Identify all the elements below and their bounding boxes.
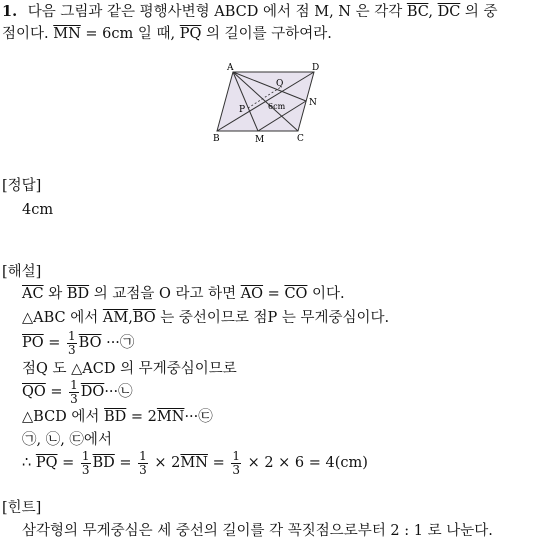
therefore-symbol: ∴ <box>22 455 32 471</box>
denominator: 3 <box>81 462 90 477</box>
text: × 2 <box>154 455 181 471</box>
problem-text: 다음 그림과 같은 평행사변형 ABCD 에서 점 M, N 은 각각 <box>27 4 403 20</box>
numerator: 1 <box>232 448 240 463</box>
text: ㉠, ㉡, ㉢에서 <box>22 432 112 448</box>
segment-mn: $\overline{MN}$ <box>156 409 185 425</box>
text: 이다. <box>312 286 345 302</box>
segment-bd: $\overline{BD}$ <box>92 455 115 471</box>
comma: , <box>428 4 433 20</box>
hint-text: 삼각형의 무게중심은 세 중선의 길이를 각 꼭짓점으로부터 2 : 1 로 나눈다. <box>22 523 493 539</box>
label-p: P <box>239 105 246 115</box>
fraction <box>138 450 148 477</box>
answer-value: 4cm <box>22 202 54 218</box>
fraction <box>231 450 241 477</box>
equals: = <box>62 455 75 471</box>
problem-text: 의 중 <box>464 4 498 20</box>
denominator: 3 <box>70 391 78 406</box>
marker-2: ···㉡ <box>104 384 133 400</box>
segment-mn: $\overline{MN}$ <box>180 455 208 471</box>
segment-pq: $\overline{PQ}$ <box>35 455 58 471</box>
segment-co: $\overline{CO}$ <box>284 286 308 302</box>
text: 의 교점을 O 라고 하면 <box>93 286 237 302</box>
solution-line-3 <box>22 328 134 358</box>
solution-line-4 <box>22 360 237 378</box>
label-q: Q <box>276 79 284 89</box>
solution-line-2 <box>22 309 389 327</box>
denominator: 3 <box>232 462 240 477</box>
problem-text: 일 때, <box>137 26 176 42</box>
fraction <box>81 450 91 477</box>
segment-bo: $\overline{BO}$ <box>78 335 102 351</box>
solution-line-8 <box>22 448 368 478</box>
segment-mn: $\overline{MN}$ <box>53 26 81 42</box>
numerator: 1 <box>68 328 76 343</box>
solution-line-7 <box>22 431 112 449</box>
equals: = <box>119 455 132 471</box>
segment-bo: $\overline{BO}$ <box>132 310 156 326</box>
numerator: 1 <box>81 448 90 463</box>
segment-do: $\overline{DO}$ <box>80 384 105 400</box>
numerator: 1 <box>139 448 147 463</box>
segment-bd: $\overline{BD}$ <box>104 409 127 425</box>
comma: , <box>128 310 133 326</box>
equals: = <box>50 384 63 400</box>
text: △BCD 에서 <box>22 409 100 425</box>
text: 는 중선이므로 점P 는 무게중심이다. <box>160 310 390 326</box>
equals: = <box>267 286 280 302</box>
segment-dc: $\overline{DC}$ <box>437 4 461 20</box>
segment-qo: $\overline{QO}$ <box>22 384 46 400</box>
segment-am: $\overline{AM}$ <box>102 310 129 326</box>
label-n: N <box>309 98 317 108</box>
problem-text: 의 길이를 구하여라. <box>205 26 332 42</box>
label-6cm: 6cm <box>268 102 286 111</box>
fraction <box>67 330 77 357</box>
label-m: M <box>255 135 265 145</box>
answer-header: [정답] <box>2 178 42 194</box>
text: △ABC 에서 <box>22 310 99 326</box>
hint-header: [힌트] <box>2 500 42 516</box>
solution-line-6 <box>22 408 213 426</box>
label-b: B <box>213 134 220 144</box>
equals: = <box>212 455 225 471</box>
segment-bd: $\overline{BD}$ <box>66 286 90 302</box>
equals: = <box>48 335 61 351</box>
problem-text: 점이다. <box>2 26 49 42</box>
marker-3: ···㉢ <box>184 409 213 425</box>
text: 점Q 도 △ACD 의 무게중심이므로 <box>22 361 237 377</box>
label-d: D <box>312 63 320 73</box>
solution-line-5 <box>22 377 133 407</box>
mn-value: = 6cm <box>85 26 134 42</box>
marker-1: ···㉠ <box>106 335 135 351</box>
problem-number: 1. <box>2 3 18 20</box>
numerator: 1 <box>70 377 78 392</box>
denominator: 3 <box>68 342 76 357</box>
segment-bc: $\overline{BC}$ <box>406 4 429 20</box>
segment-ao: $\overline{AO}$ <box>240 286 264 302</box>
equals: = 2 <box>130 409 157 425</box>
label-a: A <box>227 63 234 73</box>
label-c: C <box>297 134 304 144</box>
fraction <box>69 379 79 406</box>
denominator: 3 <box>139 462 147 477</box>
segment-po: $\overline{PO}$ <box>22 335 44 351</box>
segment-pq: $\overline{PQ}$ <box>179 26 202 42</box>
segment-ac: $\overline{AC}$ <box>22 286 44 302</box>
text: × 2 × 6 = 4(cm) <box>247 455 368 471</box>
solution-header: [해설] <box>2 264 42 280</box>
solution-line-1 <box>22 285 345 303</box>
text: 와 <box>48 286 63 302</box>
